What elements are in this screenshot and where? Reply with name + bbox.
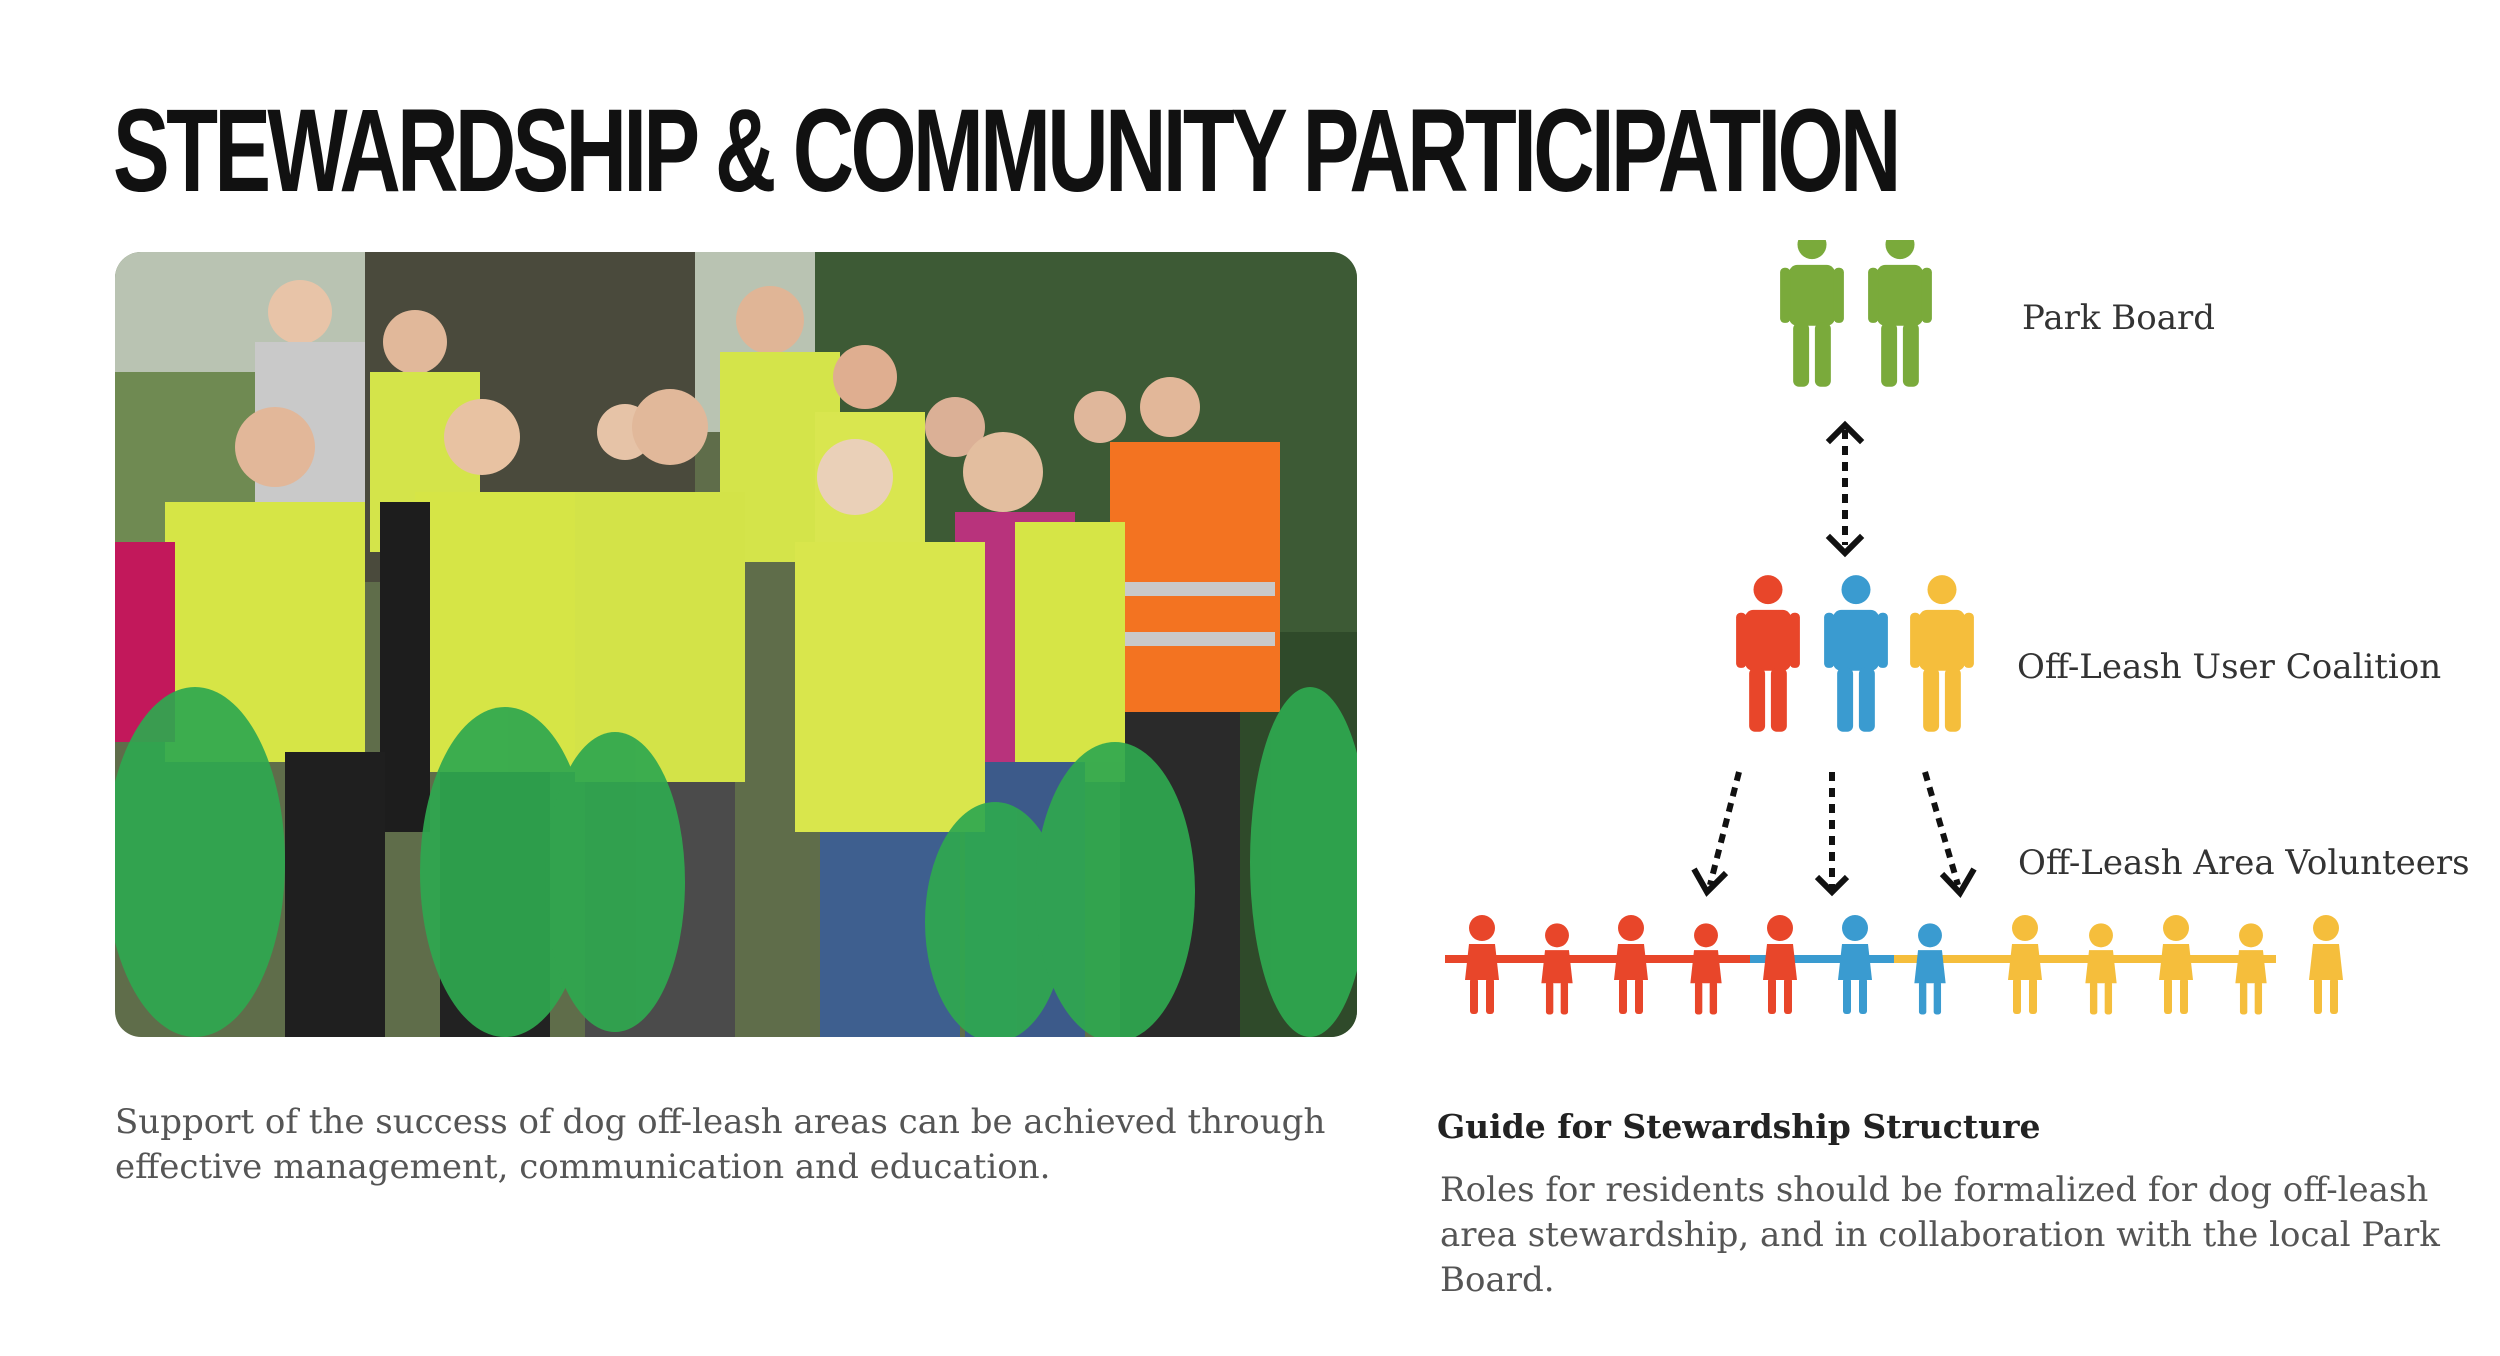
volunteer-group-photo: [115, 252, 1357, 1037]
coalition-figures: [1736, 575, 1974, 732]
guide-heading: Guide for Stewardship Structure: [1437, 1107, 2041, 1146]
stewardship-diagram: [1420, 240, 2420, 1040]
intro-paragraph: Support of the success of dog off-leash areas can be achieved through effective management, communication and education.: [115, 1102, 1326, 1187]
down-arrow-icon: [1694, 772, 1739, 892]
coalition-label: Off-Leash User Coalition: [2017, 647, 2442, 687]
guide-paragraph: Roles for residents should be formalized for dog off-leash area stewardship, and in collaboration with the local Park Board.: [1440, 1170, 2440, 1300]
volunteers-label: Off-Leash Area Volunteers: [2018, 843, 2470, 883]
park-board-label: Park Board: [2022, 298, 2216, 338]
park-board-figures: [1780, 240, 1932, 387]
down-arrow-icon: [1817, 772, 1847, 892]
down-arrow-icon: [1925, 772, 1974, 893]
volunteer-chain: [1445, 915, 2343, 1014]
two-way-arrow-icon: [1830, 425, 1860, 553]
page-title: STEWARDSHIP & COMMUNITY PARTICIPATION: [113, 85, 1898, 217]
